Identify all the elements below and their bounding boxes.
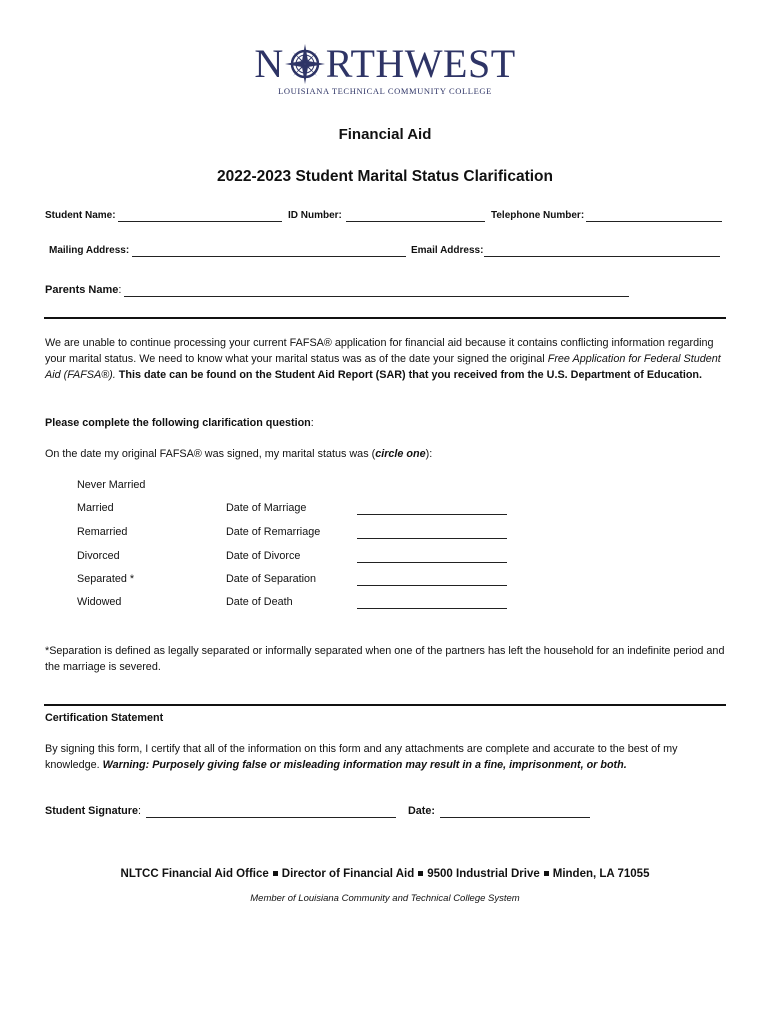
separation-note: *Separation is defined as legally separated or informally separated when one of the partners has left the household for an indefinite period and the marriage is severed.	[45, 645, 725, 673]
date-of-remarriage-label: Date of Remarriage	[226, 526, 321, 538]
certification-heading: Certification Statement	[45, 712, 164, 724]
date-of-separation-label: Date of Separation	[226, 573, 317, 585]
status-never-married[interactable]: Never Married	[77, 479, 146, 491]
date-of-marriage-field[interactable]	[357, 514, 507, 515]
footer-director: Director of Financial Aid	[281, 868, 415, 880]
square-bullet-icon	[544, 871, 549, 876]
date-of-separation-field[interactable]	[357, 585, 507, 586]
mailing-address-field[interactable]	[132, 256, 406, 257]
student-signature-field[interactable]	[146, 817, 396, 818]
footer-member-note: Member of Louisiana Community and Technical College System	[250, 893, 520, 904]
id-number-label: ID Number:	[288, 210, 342, 221]
footer-city: Minden, LA 71055	[552, 868, 650, 880]
status-married[interactable]: Married	[77, 502, 114, 514]
student-name-field[interactable]	[118, 221, 282, 222]
intro-paragraph: We are unable to continue processing your current FAFSA® application for financial aid because it contains conflicting information regarding your marital status. We need to know what your marital status was as of the date your signed the original Free Application for Federal Student Aid (FAFSA®). This date can be found on the Student Aid Report (SAR) that you received from the U.S. Department of Education.	[45, 337, 721, 381]
status-divorced[interactable]: Divorced	[77, 550, 120, 562]
student-name-label: Student Name:	[45, 210, 116, 221]
email-address-field[interactable]	[484, 256, 720, 257]
page-title: Financial Aid	[338, 126, 432, 143]
parents-name-label: Parents Name:	[45, 284, 122, 296]
id-number-field[interactable]	[346, 221, 485, 222]
student-signature-label: Student Signature:	[45, 805, 141, 817]
compass-rose-icon	[285, 44, 325, 84]
telephone-label: Telephone Number:	[491, 210, 585, 221]
telephone-field[interactable]	[586, 221, 722, 222]
logo-letter-n: N	[254, 41, 284, 86]
logo-wordmark	[254, 41, 516, 86]
email-address-label: Email Address:	[411, 245, 484, 256]
footer-address: 9500 Industrial Drive	[427, 868, 540, 880]
date-of-divorce-field[interactable]	[357, 562, 507, 563]
logo-wordmark-rest: RTHWEST	[325, 41, 516, 86]
certification-statement: By signing this form, I certify that all of the information on this form and any attachments are complete and accurate to the best of my knowledge. Warning: Purposely giving false or misleading information may result in a fine, imprisonment, or both.	[45, 743, 678, 771]
footer-contact	[0, 868, 770, 880]
section-divider	[44, 317, 726, 319]
status-separated[interactable]: Separated *	[77, 573, 135, 585]
question-prompt: On the date my original FAFSA® was signed, my marital status was (circle one):	[45, 448, 433, 460]
date-of-divorce-label: Date of Divorce	[226, 550, 301, 562]
date-of-death-label: Date of Death	[226, 596, 293, 608]
square-bullet-icon	[273, 871, 278, 876]
college-logo	[0, 41, 770, 96]
square-bullet-icon	[418, 871, 423, 876]
parents-name-field[interactable]	[124, 296, 629, 297]
footer-office: NLTCC Financial Aid Office	[120, 868, 269, 880]
logo-subtitle: LOUISIANA TECHNICAL COMMUNITY COLLEGE	[278, 86, 492, 96]
form-title: 2022-2023 Student Marital Status Clarification	[217, 168, 553, 185]
date-of-death-field[interactable]	[357, 608, 507, 609]
status-widowed[interactable]: Widowed	[77, 596, 122, 608]
date-label: Date:	[408, 805, 435, 817]
certification-divider	[44, 704, 726, 706]
date-of-remarriage-field[interactable]	[357, 538, 507, 539]
mailing-address-label: Mailing Address:	[49, 245, 130, 256]
date-field[interactable]	[440, 817, 590, 818]
question-heading: Please complete the following clarification question:	[45, 417, 314, 429]
status-remarried[interactable]: Remarried	[77, 526, 128, 538]
date-of-marriage-label: Date of Marriage	[226, 502, 307, 514]
